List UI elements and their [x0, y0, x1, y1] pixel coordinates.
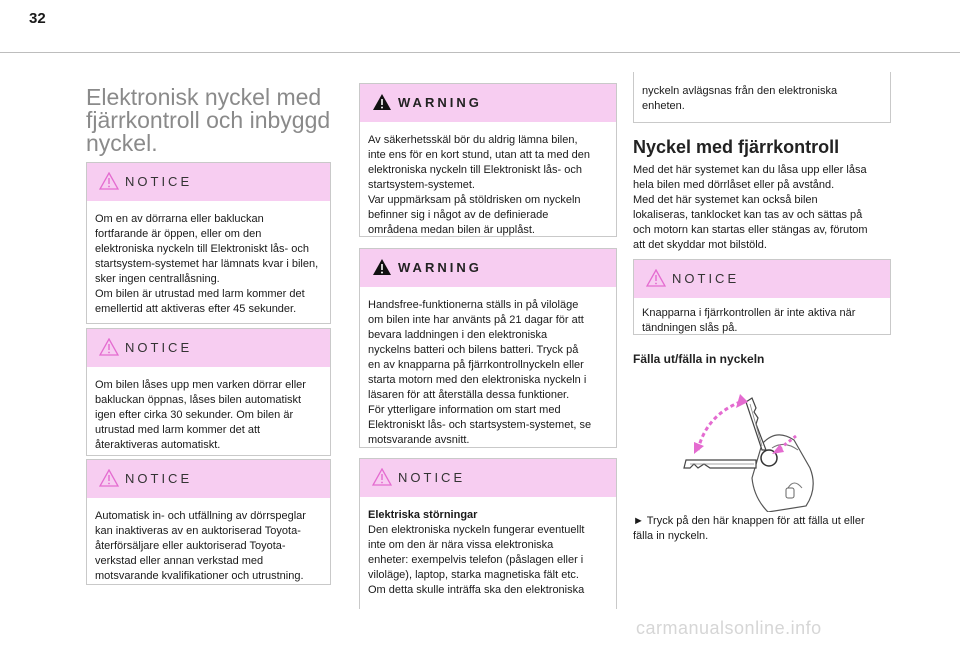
warning-body [360, 122, 616, 238]
caution-triangle-icon [99, 172, 119, 190]
text-line: igen efter cirka 30 sekunder. Om bilen är [95, 409, 294, 421]
text-line: elektroniska nyckeln till Elektroniskt lås- och [95, 243, 309, 255]
text-line: enheter: exempelvis telefon (påslagen eller i [368, 554, 584, 566]
text-line: Knapparna i fjärrkontrollen är inte aktiva när [642, 307, 856, 319]
notice-heading: Elektriska störningar [368, 509, 478, 521]
text-line: återaktiveras automatiskt. [95, 439, 221, 451]
text-line: tändningen slås på. [642, 322, 738, 334]
text-line: nyckeln avlägsnas från den elektroniska [642, 85, 838, 97]
notice-header [634, 260, 890, 298]
notice-label: NOTICE [672, 271, 740, 286]
text-line: lokaliseras, tanklocket kan tas av och sättas på [633, 209, 863, 221]
text-line: Den elektroniska nyckeln fungerar eventuellt [368, 524, 585, 536]
text-line: kan inaktiveras av en auktoriserad Toyota- [95, 525, 301, 537]
text-line: Med det här systemet kan också bilen [633, 194, 818, 206]
warning-label: WARNING [398, 95, 482, 110]
subsection-title: Fälla ut/fälla in nyckeln [633, 352, 765, 366]
text-line: För ytterligare information om start med [368, 404, 561, 416]
text-line: och motorn kan startas eller stängas av, förutom [633, 224, 868, 236]
text-line: motsvarande kvalifikationer och utrustning. [95, 570, 304, 582]
text-line: enheten. [642, 100, 685, 112]
key-fold-illustration [676, 388, 826, 512]
instruction [633, 514, 893, 544]
notice-box-3 [86, 459, 331, 585]
text-line: Elektroniskt lås- och startsystem-systemet, se [368, 419, 592, 431]
text-line: inte ens för en kort stund, utan att ta med den [368, 149, 590, 161]
intro-paragraph [633, 163, 893, 253]
text-line: startsystem-systemet. [368, 179, 475, 191]
notice-header [87, 329, 330, 367]
text-line: Var uppmärksam på stöldrisken om nyckeln [368, 194, 581, 206]
notice-label: NOTICE [125, 471, 193, 486]
notice-body [360, 497, 616, 598]
text-line: Om detta skulle inträffa ska den elektroniska [368, 584, 585, 596]
text-line: fälla in nyckeln. [633, 530, 709, 542]
section-title: Nyckel med fjärrkontroll [633, 137, 840, 157]
warning-body [360, 287, 616, 448]
text-line: bevara laddningen i den elektroniska [368, 329, 548, 341]
text-line: starta motorn med den elektroniska nyckeln i [368, 374, 587, 386]
text-line: motsvarande avsnitt. [368, 434, 470, 446]
notice-box-col2 [359, 458, 617, 609]
text-line: utrustad med larm kommer det att [95, 424, 261, 436]
caution-triangle-icon [99, 338, 119, 356]
text-line: bakluckan öppnas, låses bilen automatiskt [95, 394, 302, 406]
text-line: elektroniska nyckeln till Elektroniskt lås- och [368, 164, 582, 176]
text-line: om bilen inte har använts på 21 dagar för att [368, 314, 584, 326]
caution-triangle-icon [646, 269, 666, 287]
warning-box-1 [359, 83, 617, 237]
warning-header [360, 249, 616, 287]
text-line: befinner sig i något av de definierade [368, 209, 549, 221]
text-line: Om bilen är utrustad med larm kommer det [95, 288, 305, 300]
text-line: verkstad eller annan verkstad med [95, 555, 264, 567]
rotate-arrow-icon [698, 402, 740, 450]
text-line: startsystem-systemet har lämnats kvar i bilen, [95, 258, 319, 270]
notice-body [634, 298, 890, 336]
notice-label: NOTICE [398, 470, 466, 485]
warning-triangle-icon [372, 258, 392, 276]
warning-label: WARNING [398, 260, 482, 275]
text-line: fortfarande är öppen, eller om den [95, 228, 262, 240]
caution-triangle-icon [99, 469, 119, 487]
text-line: områdena medan bilen är upplåst. [368, 224, 535, 236]
text-line: inte om den är nära vissa elektroniska [368, 539, 554, 551]
notice-body [87, 498, 330, 584]
warning-box-2 [359, 248, 617, 448]
notice-body [87, 201, 330, 317]
notice-body [87, 367, 330, 453]
text-line: Handsfree-funktionerna ställs in på viloläge [368, 299, 579, 311]
text-line: ► Tryck på den här knappen för att fälla ut eller [633, 515, 865, 527]
warning-triangle-icon [372, 93, 392, 111]
notice-box-col3 [633, 259, 891, 335]
notice-body [634, 72, 890, 114]
notice-header [87, 163, 330, 201]
text-line: sker ingen centrallåsning. [95, 273, 220, 285]
notice-box-1 [86, 162, 331, 324]
text-line: en av knapparna på fjärrkontrollnyckeln eller [368, 359, 584, 371]
notice-label: NOTICE [125, 174, 193, 189]
text-line: Med det här systemet kan du låsa upp eller låsa [633, 164, 867, 176]
caution-triangle-icon [372, 468, 392, 486]
text-line: emellertid att aktiveras efter 45 sekunder. [95, 303, 297, 315]
notice-header [87, 460, 330, 498]
notice-label: NOTICE [125, 340, 193, 355]
warning-header [360, 84, 616, 122]
text-line: viloläge), laptop, starka magnetiska fält etc. [368, 569, 579, 581]
text-line: nyckelns batteri och bilens batteri. Tryck på [368, 344, 579, 356]
text-line: Av säkerhetsskäl bör du aldrig lämna bilen, [368, 134, 578, 146]
watermark: carmanualsonline.info [636, 618, 822, 638]
text-line: återförsäljare eller auktoriserad Toyota- [95, 540, 286, 552]
notice-header [360, 459, 616, 497]
text-line: att det skyddar mot bilstöld. [633, 239, 767, 251]
page-number: 32 [29, 10, 46, 27]
text-line: läsaren för att återställa dessa funktioner. [368, 389, 570, 401]
header-rule [0, 52, 960, 53]
text-line: Om bilen låses upp men varken dörrar eller [95, 379, 306, 391]
page-title: Elektronisk nyckel med fjärrkontroll och inbyggd nyckel. [86, 84, 331, 156]
text-line: Om en av dörrarna eller bakluckan [95, 213, 264, 225]
text-line: hela bilen med dörrlåset eller på avstånd. [633, 179, 835, 191]
text-line: Automatisk in- och utfällning av dörrspeglar [95, 510, 306, 522]
notice-continued-box [633, 72, 891, 123]
notice-box-2 [86, 328, 331, 456]
